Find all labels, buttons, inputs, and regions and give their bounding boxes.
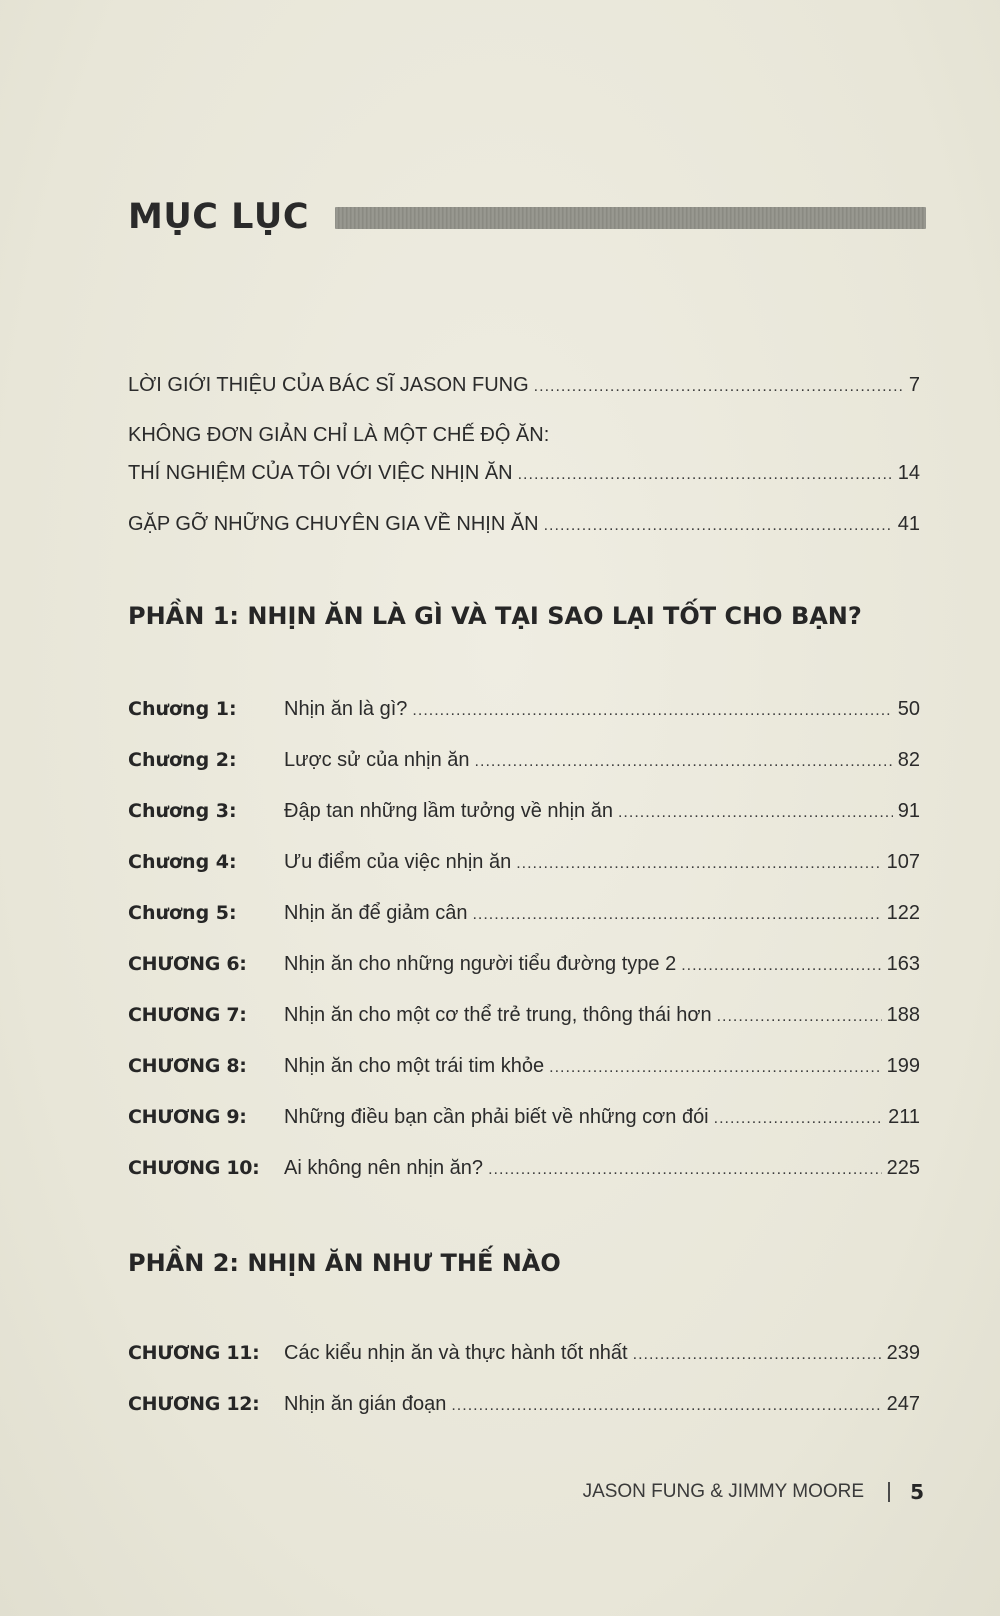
chapter-page: 50	[897, 698, 920, 720]
chapter-row	[128, 1340, 920, 1368]
chapter-label: CHƯƠNG 11:	[128, 1342, 260, 1364]
part-heading: PHẦN 1: NHỊN ĂN LÀ GÌ VÀ TẠI SAO LẠI TỐT CHO BẠN?	[128, 602, 862, 630]
page-footer	[583, 1480, 924, 1504]
chapter-title: Nhịn ăn để giảm cân	[284, 902, 468, 924]
entry-page: 7	[908, 374, 920, 396]
leader-dots	[681, 953, 881, 979]
page-number: 5	[910, 1480, 924, 1504]
footer-authors: JASON FUNG & JIMMY MOORE	[582, 1481, 865, 1502]
entry-title: THÍ NGHIỆM CỦA TÔI VỚI VIỆC NHỊN ĂN	[128, 462, 513, 484]
leader-dots	[549, 1055, 882, 1081]
leader-dots	[717, 1004, 882, 1030]
chapter-title: Nhịn ăn cho những người tiểu đường type 2	[284, 953, 677, 975]
chapter-row	[128, 951, 920, 979]
chapter-label: CHƯƠNG 10:	[128, 1157, 260, 1179]
chapter-title: Nhịn ăn cho một cơ thể trẻ trung, thông thái hơn	[284, 1004, 712, 1026]
chapter-label: Chương 1:	[128, 698, 237, 720]
leader-dots	[475, 749, 893, 775]
chapter-label: Chương 5:	[128, 902, 237, 924]
chapter-title: Các kiểu nhịn ăn và thực hành tốt nhất	[284, 1342, 628, 1364]
leader-dots	[633, 1342, 882, 1368]
chapter-label: CHƯƠNG 7:	[128, 1004, 247, 1026]
chapter-row	[128, 696, 920, 724]
leader-dots	[714, 1106, 883, 1132]
chapter-row	[128, 1002, 920, 1030]
toc-title: MỤC LỤC	[128, 197, 310, 237]
entry-title-line1: KHÔNG ĐƠN GIẢN CHỈ LÀ MỘT CHẾ ĐỘ ĂN:	[128, 424, 550, 446]
chapter-title: Ưu điểm của việc nhịn ăn	[284, 851, 512, 873]
title-decorative-bar	[335, 207, 926, 229]
chapter-row	[128, 849, 920, 877]
chapter-page: 82	[897, 749, 920, 771]
chapter-label: Chương 3:	[128, 800, 237, 822]
chapter-row	[128, 1155, 920, 1183]
toc-header	[128, 192, 926, 242]
leader-dots	[472, 902, 881, 928]
chapter-title: Nhịn ăn gián đoạn	[284, 1393, 447, 1415]
chapter-label: CHƯƠNG 12:	[128, 1393, 260, 1415]
chapter-page: 163	[886, 953, 920, 975]
chapter-row	[128, 747, 920, 775]
leader-dots	[451, 1393, 881, 1419]
entry-page: 41	[897, 513, 920, 535]
chapter-label: Chương 4:	[128, 851, 237, 873]
chapter-page: 247	[886, 1393, 920, 1415]
chapter-page: 225	[886, 1157, 920, 1179]
chapter-row	[128, 900, 920, 928]
chapter-label: CHƯƠNG 8:	[128, 1055, 247, 1077]
chapter-title: Những điều bạn cần phải biết về những cơn đói	[284, 1106, 709, 1128]
leader-dots	[488, 1157, 882, 1183]
chapter-row	[128, 1391, 920, 1419]
chapter-label: Chương 2:	[128, 749, 237, 771]
leader-dots	[518, 462, 893, 488]
chapter-page: 211	[888, 1106, 920, 1128]
chapter-title: Đập tan những lầm tưởng về nhịn ăn	[284, 800, 613, 822]
chapter-page: 107	[886, 851, 920, 873]
entry-title: GẶP GỠ NHỮNG CHUYÊN GIA VỀ NHỊN ĂN	[128, 513, 539, 535]
footer-separator	[888, 1482, 890, 1502]
toc-entry	[128, 372, 920, 400]
leader-dots	[618, 800, 893, 826]
chapter-row	[128, 798, 920, 826]
entry-page: 14	[897, 462, 920, 484]
chapter-label: CHƯƠNG 6:	[128, 953, 247, 975]
chapter-title: Ai không nên nhịn ăn?	[284, 1157, 484, 1179]
chapter-page: 199	[886, 1055, 920, 1077]
toc-entry	[128, 511, 920, 539]
chapter-title: Nhịn ăn cho một trái tim khỏe	[284, 1055, 545, 1077]
leader-dots	[544, 513, 893, 539]
leader-dots	[534, 374, 904, 400]
entry-title: LỜI GIỚI THIỆU CỦA BÁC SĨ JASON FUNG	[128, 374, 529, 396]
chapter-row	[128, 1104, 920, 1132]
part-heading: PHẦN 2: NHỊN ĂN NHƯ THẾ NÀO	[128, 1249, 561, 1277]
chapter-page: 91	[897, 800, 920, 822]
leader-dots	[516, 851, 881, 877]
chapter-row	[128, 1053, 920, 1081]
chapter-page: 239	[886, 1342, 920, 1364]
leader-dots	[412, 698, 892, 724]
chapter-label: CHƯƠNG 9:	[128, 1106, 247, 1128]
chapter-title: Nhịn ăn là gì?	[284, 698, 408, 720]
chapter-title: Lược sử của nhịn ăn	[284, 749, 470, 771]
toc-entry	[128, 460, 920, 488]
chapter-page: 122	[886, 902, 920, 924]
chapter-page: 188	[886, 1004, 920, 1026]
